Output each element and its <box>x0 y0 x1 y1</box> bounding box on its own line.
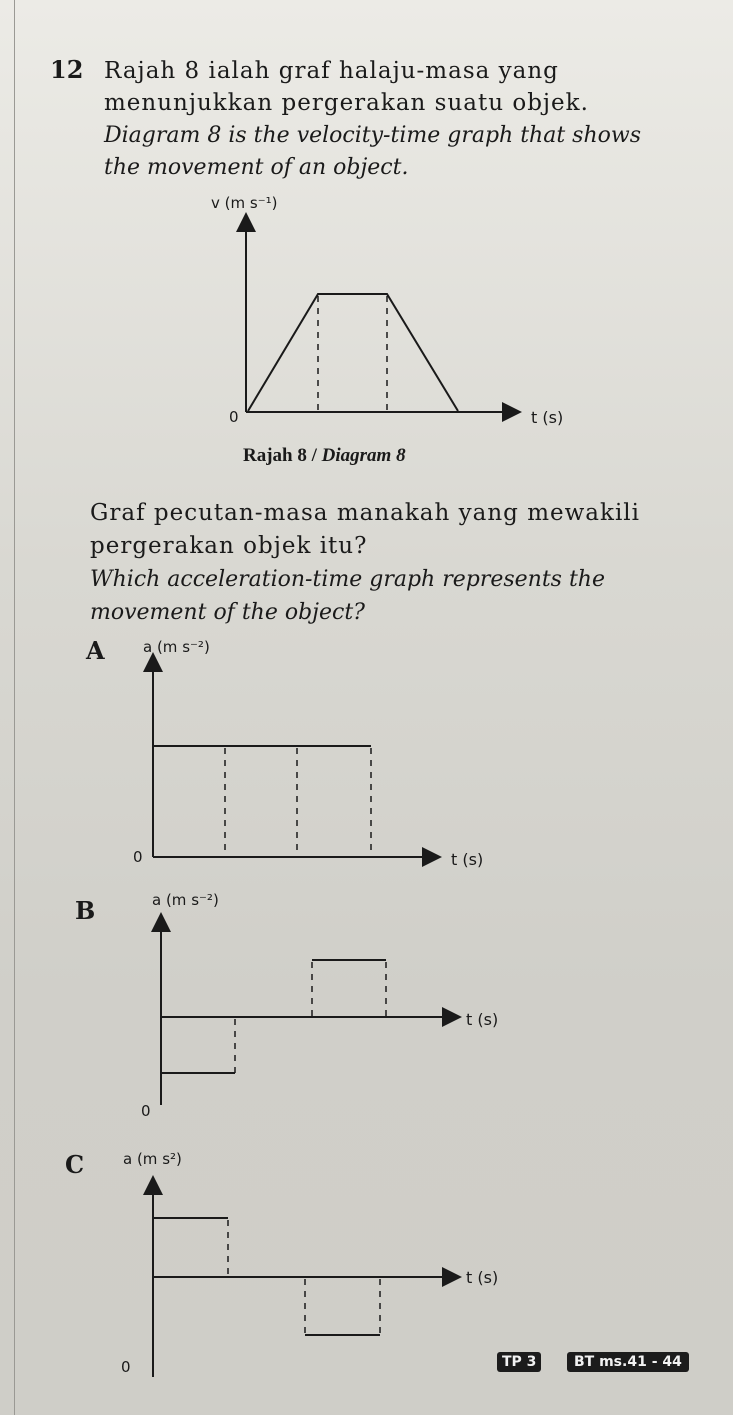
option-c-label[interactable]: C <box>65 1150 85 1179</box>
a-axis-label-c: a (m s²) <box>123 1150 182 1168</box>
question-number: 12 <box>50 55 84 84</box>
prompt-english-line2: movement of the object? <box>90 600 365 625</box>
origin-label: 0 <box>229 408 239 426</box>
bt-badge: BT ms.41 - 44 <box>567 1352 689 1372</box>
t-axis-label-b: t (s) <box>466 1010 499 1029</box>
t-axis-label-c2: t (s) <box>466 1268 499 1287</box>
question-malay-line2: menunjukkan pergerakan suatu objek. <box>104 90 589 116</box>
t-axis-label: t (s) <box>531 408 564 427</box>
t-axis-label-a: t (s) <box>451 850 484 869</box>
option-b-label[interactable]: B <box>75 896 96 925</box>
question-english-line1: Diagram 8 is the velocity-time graph that shows <box>104 123 641 148</box>
a-axis-label-a: a (m s⁻²) <box>143 638 210 656</box>
origin-label-c: 0 <box>121 1358 131 1376</box>
prompt-malay-line1: Graf pecutan-masa manakah yang mewakili <box>90 500 641 526</box>
prompt-malay-line2: pergerakan objek itu? <box>90 533 368 559</box>
origin-label-b: 0 <box>141 1102 151 1120</box>
origin-label-a: 0 <box>133 848 143 866</box>
v-axis-label: v (m s⁻¹) <box>211 194 278 212</box>
option-a-label[interactable]: A <box>86 636 105 665</box>
question-english-line2: the movement of an object. <box>104 155 409 180</box>
diagram-caption: Rajah 8 / Diagram 8 <box>243 445 406 466</box>
tp-badge: TP 3 <box>497 1352 541 1372</box>
a-axis-label-b: a (m s⁻²) <box>152 891 219 909</box>
question-malay-line1: Rajah 8 ialah graf halaju-masa yang <box>104 58 559 84</box>
prompt-english-line1: Which acceleration-time graph represents the <box>90 567 605 592</box>
